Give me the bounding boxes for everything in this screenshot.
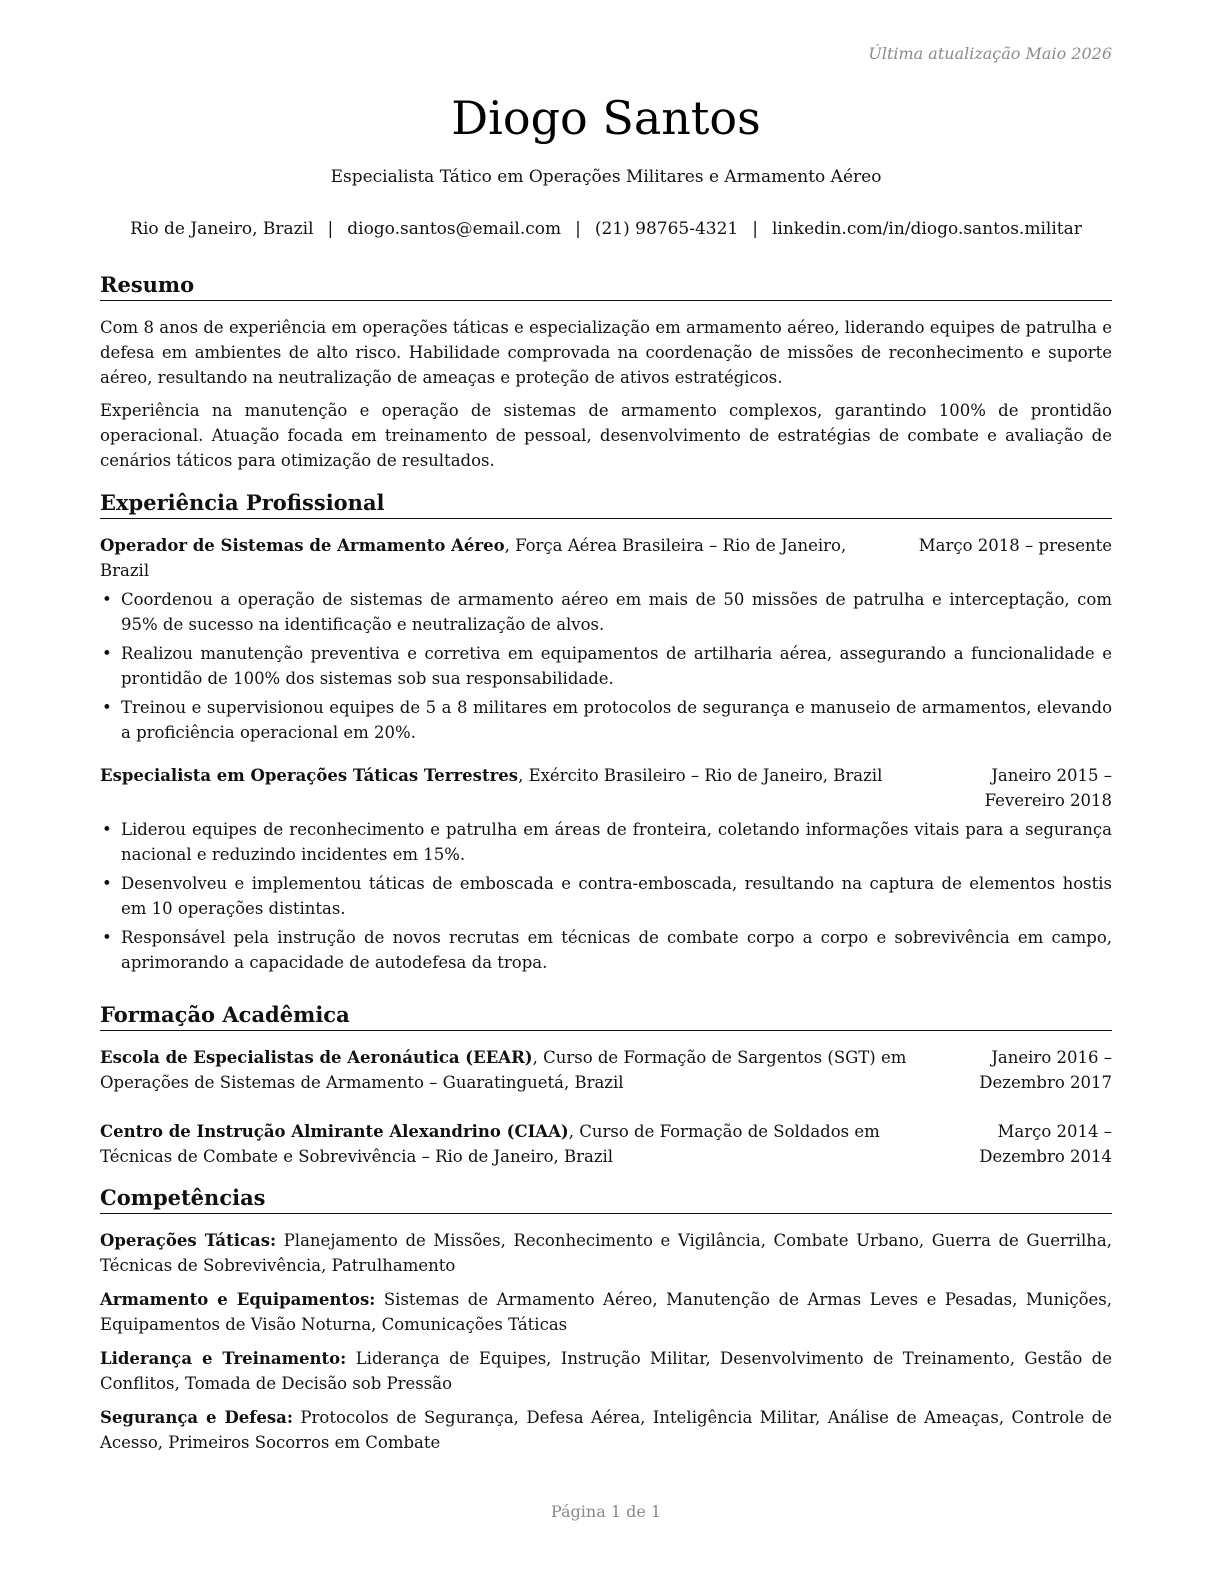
job-bullet: • Liderou equipes de reconhecimento e patrulha em áreas de fronteira, coletando informações vitais para a segurança nacional e reduzindo incidentes em 15%. [100, 817, 1112, 867]
section-title-experience: Experiência Profissional [100, 490, 1112, 519]
job-dates: Janeiro 2015 – Fevereiro 2018 [984, 766, 1112, 810]
skill-group [100, 1287, 1112, 1337]
job-dates: Março 2018 – presente [918, 536, 1112, 555]
job-bullet: • Treinou e supervisionou equipes de 5 a 8 militares em protocolos de segurança e manuseio de armamentos, elevando a proficiência operacional em 20%. [100, 695, 1112, 745]
candidate-headline: Especialista Tático em Operações Militares e Armamento Aéreo [330, 167, 882, 187]
education-school: Centro de Instrução Almirante Alexandrino (CIAA) [100, 1122, 569, 1141]
job-bullets [100, 587, 1112, 745]
page-number: Página 1 de 1 [550, 1502, 662, 1521]
contact-phone[interactable]: (21) 98765-4321 [594, 219, 739, 239]
job-role: Especialista em Operações Táticas Terrestres [100, 766, 519, 785]
job-bullets [100, 817, 1112, 975]
summary-paragraph: Com 8 anos de experiência em operações táticas e especialização em armamento aéreo, liderando equipes de patrulha e defesa em ambientes de alto risco. Habilidade comprovada na coordenação de missões de reconhecimento e suporte aéreo, resultando na neutralização de ameaças e proteção de ativos estratégicos. [100, 318, 1112, 387]
contact-separator: | [752, 219, 758, 239]
job-bullet: • Realizou manutenção preventiva e corretiva em equipamentos de artilharia aérea, assegurando a funcionalidade e prontidão de 100% dos sistemas sob sua responsabilidade. [100, 641, 1112, 691]
section-title-summary: Resumo [100, 272, 1112, 301]
experience-section [100, 533, 1112, 979]
section-title-education: Formação Acadêmica [100, 1002, 1112, 1031]
education-detail: , Curso de Formação de Soldados em Técnicas de Combate e Sobrevivência – Rio de Janeiro, Brazil [100, 1122, 880, 1166]
summary-section [100, 315, 1112, 481]
skill-group-label: Operações Táticas: [100, 1231, 277, 1250]
skill-group-text: Protocolos de Segurança, Defesa Aérea, Inteligência Militar, Análise de Ameaças, Controle de Acesso, Primeiros Socorros em Combate [100, 1408, 1112, 1452]
job-bullet: • Responsável pela instrução de novos recrutas em técnicas de combate corpo a corpo e sobrevivência em campo, aprimorando a capacidade de autodefesa da tropa. [100, 925, 1112, 975]
skill-group [100, 1405, 1112, 1455]
skill-group [100, 1346, 1112, 1396]
job-header [100, 763, 1112, 813]
section-title-skills: Competências [100, 1185, 1112, 1214]
skill-group-label: Liderança e Treinamento: [100, 1349, 347, 1368]
skill-group-text: Sistemas de Armamento Aéreo, Manutenção de Armas Leves e Pesadas, Munições, Equipamentos de Visão Noturna, Comunicações Táticas [100, 1290, 1112, 1334]
job-org: , Exército Brasileiro – Rio de Janeiro, Brazil [518, 766, 883, 785]
education-detail: , Curso de Formação de Sargentos (SGT) em Operações de Sistemas de Armamento – Guaratinguetá, Brazil [100, 1048, 907, 1092]
education-dates: Janeiro 2016 – Dezembro 2017 [979, 1048, 1112, 1092]
job-org: , Força Aérea Brasileira – Rio de Janeiro, Brazil [100, 536, 847, 580]
skills-section [100, 1228, 1112, 1464]
skill-group-text: Liderança de Equipes, Instrução Militar, Desenvolvimento de Treinamento, Gestão de Conflitos, Tomada de Decisão sob Pressão [100, 1349, 1113, 1393]
job-header [100, 533, 1112, 583]
contact-email[interactable]: diogo.santos@email.com [347, 219, 562, 239]
skill-group-label: Armamento e Equipamentos: [100, 1290, 376, 1309]
contact-separator: | [327, 219, 334, 239]
education-section [100, 1045, 1112, 1169]
job-entry [100, 533, 1112, 745]
candidate-name: Diogo Santos [451, 91, 761, 145]
last-updated: Última atualização Maio 2026 [868, 44, 1112, 63]
job-entry [100, 763, 1112, 975]
education-entry [100, 1119, 1112, 1169]
contact-separator: | [575, 219, 581, 239]
job-bullet: • Coordenou a operação de sistemas de armamento aéreo em mais de 50 missões de patrulha e interceptação, com 95% de sucesso na identificação e neutralização de alvos. [100, 587, 1112, 637]
resume-page [100, 0, 1112, 1584]
job-role: Operador de Sistemas de Armamento Aéreo [100, 536, 505, 555]
skill-group-label: Segurança e Defesa: [100, 1408, 293, 1427]
contact-location: Rio de Janeiro, Brazil [130, 219, 314, 239]
education-entry [100, 1045, 1112, 1095]
contact-linkedin[interactable]: linkedin.com/in/diogo.santos.militar [771, 219, 1082, 239]
contact-line [60, 219, 1152, 239]
skill-group [100, 1228, 1112, 1278]
education-school: Escola de Especialistas de Aeronáutica (EEAR) [100, 1048, 533, 1067]
job-bullet: • Desenvolveu e implementou táticas de emboscada e contra-emboscada, resultando na captura de elementos hostis em 10 operações distintas. [100, 871, 1112, 921]
summary-paragraph: Experiência na manutenção e operação de sistemas de armamento complexos, garantindo 100% de prontidão operacional. Atuação focada em treinamento de pessoal, desenvolvimento de estratégias de combate e avaliação de cenários táticos para otimização de resultados. [100, 401, 1112, 470]
skill-group-text: Planejamento de Missões, Reconhecimento e Vigilância, Combate Urbano, Guerra de Guerrilha, Técnicas de Sobrevivência, Patrulhamento [100, 1231, 1113, 1275]
education-dates: Março 2014 – Dezembro 2014 [979, 1122, 1112, 1166]
